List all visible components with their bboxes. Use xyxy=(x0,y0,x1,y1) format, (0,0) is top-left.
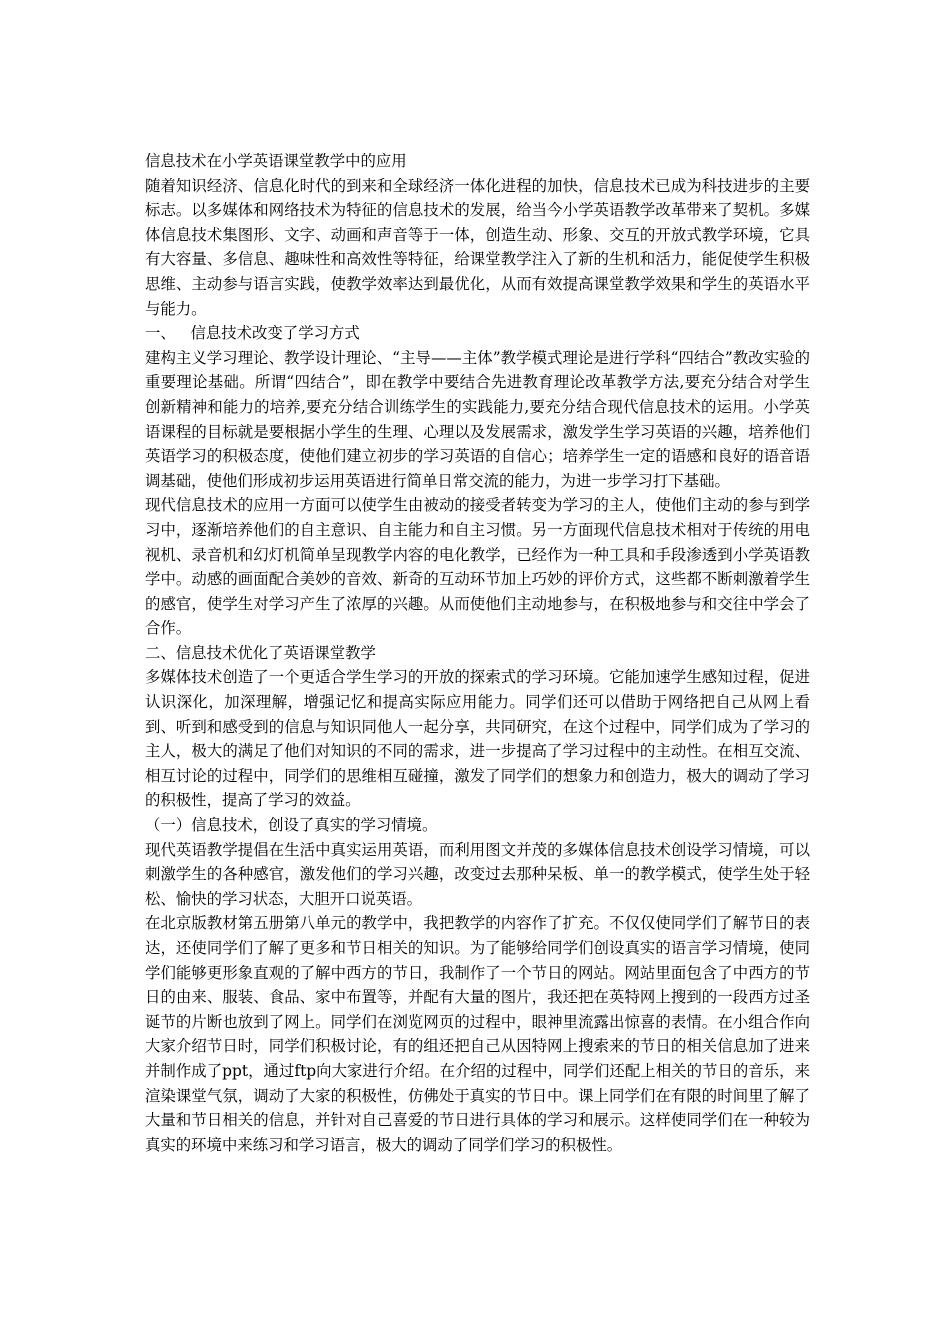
section-1-heading: 一、 信息技术改变了学习方式 xyxy=(145,324,360,343)
section-2-heading: 二、信息技术优化了英语课堂教学 xyxy=(145,643,376,662)
document-page xyxy=(145,149,810,1157)
section-1-paragraph-1: 建构主义学习理论、教学设计理论、“主导——主体”教学模式理论是进行学科“四结合”教改实验的重要理论基础。所谓“四结合”，即在教学中要结合先进教育理论改革教学方法,要充分结合对学生创新精神和能力的培养,要充分结合训练学生的实践能力,要充分结合现代信息技术的运用。小学英语课程的目标就是要根据小学生的生理、心理以及发展需求，激发学生学习英语的兴趣，培养他们英语学习的积极态度，使他们建立初步的学习英语的自信心；培养学生一定的语感和良好的语音语调基础，使他们形成初步运用英语进行简单日常交流的能力，为进一步学习打下基础。 xyxy=(145,348,810,490)
section-2-paragraph-1: 多媒体技术创造了一个更适合学生学习的开放的探索式的学习环境。它能加速学生感知过程，促进认识深化，加深理解，增强记忆和提高实际应用能力。同学们还可以借助于网络把自己从网上看到、听到和感受到的信息与知识同他人一起分享，共同研究，在这个过程中，同学们成为了学习的主人，极大的满足了他们对知识的不同的需求，进一步提高了学习过程中的主动性。在相互交流、相互讨论的过程中，同学们的思维相互碰撞，激发了同学们的想象力和创造力，极大的调动了学习的积极性，提高了学习的效益。 xyxy=(145,668,810,810)
subsection-1-heading: （一）信息技术，创设了真实的学习情境。 xyxy=(145,816,438,835)
section-1-paragraph-2: 现代信息技术的应用一方面可以使学生由被动的接受者转变为学习的主人，使他们主动的参与到学习中，逐渐培养他们的自主意识、自主能力和自主习惯。另一方面现代信息技术相对于传统的用电视机、录音机和幻灯机简单呈现教学内容的电化教学，已经作为一种工具和手段渗透到小学英语教学中。动感的画面配合美妙的音效、新奇的互动环节加上巧妙的评价方式，这些都不断刺激着学生的感官，使学生对学习产生了浓厚的兴趣。从而使他们主动地参与，在积极地参与和交往中学会了合作。 xyxy=(145,496,810,638)
intro-paragraph: 随着知识经济、信息化时代的到来和全球经济一体化进程的加快，信息技术已成为科技进步的主要标志。以多媒体和网络技术为特征的信息技术的发展，给当今小学英语教学改革带来了契机。多媒体信息技术集图形、文字、动画和声音等于一体，创造生动、形象、交互的开放式教学环境，它具有大容量、多信息、趣味性和高效性等特征，给课堂教学注入了新的生机和活力，能促使学生积极思维、主动参与语言实践，使教学效率达到最优化，从而有效提高课堂教学效果和学生的英语水平与能力。 xyxy=(145,176,810,318)
document-title: 信息技术在小学英语课堂教学中的应用 xyxy=(145,152,407,170)
subsection-1-paragraph-1: 现代英语教学提倡在生活中真实运用英语，而利用图文并茂的多媒体信息技术创设学习情境，可以刺激学生的各种感官，激发他们的学习兴趣，改变过去那种呆板、单一的教学模式，使学生处于轻松、愉快的学习状态，大胆开口说英语。 xyxy=(145,840,810,908)
subsection-1-paragraph-2: 在北京版教材第五册第八单元的教学中，我把教学的内容作了扩充。不仅仅使同学们了解节日的表达，还使同学们了解了更多和节日相关的知识。为了能够给同学们创设真实的语言学习情境，使同学们能够更形象直观的了解中西方的节日，我制作了一个节日的网站。网站里面包含了中西方的节日的由来、服装、食品、家中布置等，并配有大量的图片，我还把在英特网上搜到的一段西方过圣诞节的片断也放到了网上。同学们在浏览网页的过程中，眼神里流露出惊喜的表情。在小组合作向大家介绍节日时，同学们积极讨论，有的组还把自己从因特网上搜索来的节日的相关信息加了进来并制作成了ppt，通过ftp向大家进行介绍。在介绍的过程中，同学们还配上相关的节日的音乐，来渲染课堂气氛，调动了大家的积极性，仿佛处于真实的节日中。课上同学们在有限的时间里了解了大量和节日相关的信息，并针对自己喜爱的节日进行具体的学习和展示。这样使同学们在一种较为真实的环境中来练习和学习语言，极大的调动了同学们学习的积极性。 xyxy=(145,914,810,1154)
